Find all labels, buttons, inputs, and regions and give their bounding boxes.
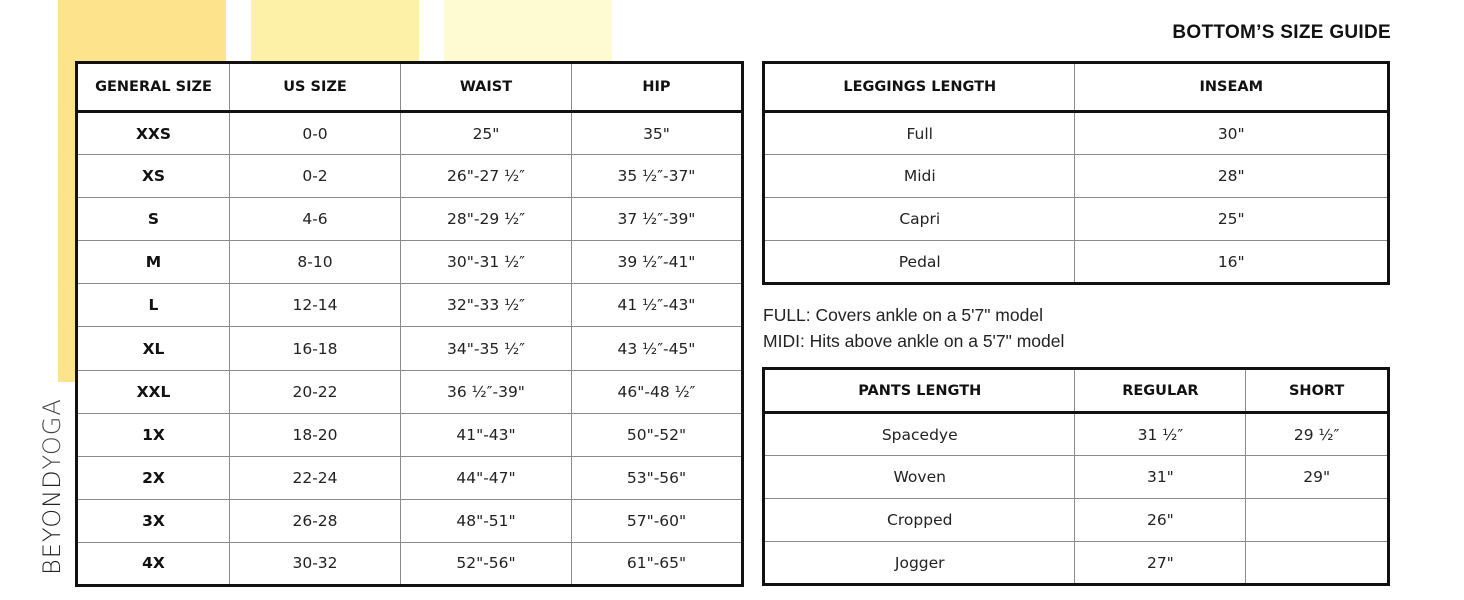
table-row: [77, 198, 743, 241]
table-cell: 31": [1075, 456, 1246, 499]
table-cell: 43 ½″-45": [572, 327, 743, 370]
table-cell: 30"-31 ½″: [401, 241, 572, 284]
table-cell: 37 ½″-39": [572, 198, 743, 241]
table-cell: 28"-29 ½″: [401, 198, 572, 241]
table-cell: XXS: [77, 112, 230, 155]
pants-table-header: PANTS LENGTH: [764, 369, 1075, 413]
table-cell: [1246, 499, 1389, 542]
table-row: [77, 413, 743, 456]
table-cell: 35": [572, 112, 743, 155]
table-cell: XL: [77, 327, 230, 370]
leggings-table-header: INSEAM: [1075, 63, 1389, 112]
table-cell: Jogger: [764, 542, 1075, 585]
table-row: [77, 155, 743, 198]
table-cell: XS: [77, 155, 230, 198]
table-cell: 30-32: [230, 542, 401, 585]
table-cell: Midi: [764, 155, 1075, 198]
table-cell: 31 ½″: [1075, 413, 1246, 456]
brand-logo-part2: YOGA: [38, 398, 66, 470]
leggings-table-header: LEGGINGS LENGTH: [764, 63, 1075, 112]
brand-logo: [38, 398, 66, 575]
table-cell: 28": [1075, 155, 1389, 198]
table-cell: 35 ½″-37": [572, 155, 743, 198]
table-cell: 30": [1075, 112, 1389, 155]
table-cell: 29": [1246, 456, 1389, 499]
size-table-header: WAIST: [401, 63, 572, 112]
table-cell: 26": [1075, 499, 1246, 542]
table-cell: L: [77, 284, 230, 327]
table-cell: 39 ½″-41": [572, 241, 743, 284]
size-table: [75, 61, 744, 587]
table-cell: 16-18: [230, 327, 401, 370]
pants-table: [762, 367, 1390, 586]
table-cell: 0-2: [230, 155, 401, 198]
table-row: [77, 327, 743, 370]
table-cell: 29 ½″: [1246, 413, 1389, 456]
table-row: [764, 198, 1389, 241]
pants-table-header: SHORT: [1246, 369, 1389, 413]
table-cell: 34"-35 ½″: [401, 327, 572, 370]
table-cell: Spacedye: [764, 413, 1075, 456]
table-cell: 16": [1075, 241, 1389, 284]
table-cell: 3X: [77, 499, 230, 542]
table-cell: M: [77, 241, 230, 284]
table-cell: Woven: [764, 456, 1075, 499]
table-cell: 2X: [77, 456, 230, 499]
table-cell: 0-0: [230, 112, 401, 155]
size-table-header: HIP: [572, 63, 743, 112]
table-cell: 41 ½″-43": [572, 284, 743, 327]
table-row: [77, 370, 743, 413]
table-cell: 20-22: [230, 370, 401, 413]
leggings-table: [762, 61, 1390, 285]
table-cell: XXL: [77, 370, 230, 413]
table-cell: 26"-27 ½″: [401, 155, 572, 198]
size-table-header: GENERAL SIZE: [77, 63, 230, 112]
table-cell: 48"-51": [401, 499, 572, 542]
table-cell: 27": [1075, 542, 1246, 585]
table-cell: 8-10: [230, 241, 401, 284]
yellow-stripe-right: [444, 0, 612, 62]
table-row: [77, 542, 743, 585]
table-row: [77, 499, 743, 542]
table-cell: Full: [764, 112, 1075, 155]
table-cell: 12-14: [230, 284, 401, 327]
table-cell: 22-24: [230, 456, 401, 499]
table-cell: [1246, 542, 1389, 585]
table-row: [77, 112, 743, 155]
table-row: [764, 542, 1389, 585]
table-cell: 26-28: [230, 499, 401, 542]
table-cell: 32"-33 ½″: [401, 284, 572, 327]
table-cell: 18-20: [230, 413, 401, 456]
note-midi: MIDI: Hits above ankle on a 5'7" model: [763, 331, 1065, 351]
table-cell: 41"-43": [401, 413, 572, 456]
table-cell: Capri: [764, 198, 1075, 241]
table-row: [764, 155, 1389, 198]
table-cell: Pedal: [764, 241, 1075, 284]
table-cell: 53"-56": [572, 456, 743, 499]
leggings-table-header-row: [764, 63, 1389, 112]
table-row: [764, 112, 1389, 155]
yellow-stripe-middle: [251, 0, 419, 62]
table-cell: 25": [401, 112, 572, 155]
table-cell: 36 ½″-39": [401, 370, 572, 413]
table-row: [77, 456, 743, 499]
table-row: [77, 284, 743, 327]
table-row: [764, 241, 1389, 284]
table-row: [764, 413, 1389, 456]
table-cell: 1X: [77, 413, 230, 456]
table-cell: 25": [1075, 198, 1389, 241]
size-table-header-row: [77, 63, 743, 112]
table-cell: 52"-56": [401, 542, 572, 585]
table-cell: 44"-47": [401, 456, 572, 499]
table-cell: 4X: [77, 542, 230, 585]
page-title: BOTTOM’S SIZE GUIDE: [1172, 22, 1391, 43]
table-cell: 50"-52": [572, 413, 743, 456]
table-row: [77, 241, 743, 284]
note-full: FULL: Covers ankle on a 5'7" model: [763, 305, 1043, 325]
size-table-header: US SIZE: [230, 63, 401, 112]
pants-table-header: REGULAR: [1075, 369, 1246, 413]
table-cell: S: [77, 198, 230, 241]
table-row: [764, 456, 1389, 499]
table-cell: 4-6: [230, 198, 401, 241]
brand-logo-part1: BEYOND: [38, 469, 66, 575]
table-row: [764, 499, 1389, 542]
pants-table-header-row: [764, 369, 1389, 413]
table-cell: 57"-60": [572, 499, 743, 542]
table-cell: 46"-48 ½″: [572, 370, 743, 413]
table-cell: Cropped: [764, 499, 1075, 542]
table-cell: 61"-65": [572, 542, 743, 585]
